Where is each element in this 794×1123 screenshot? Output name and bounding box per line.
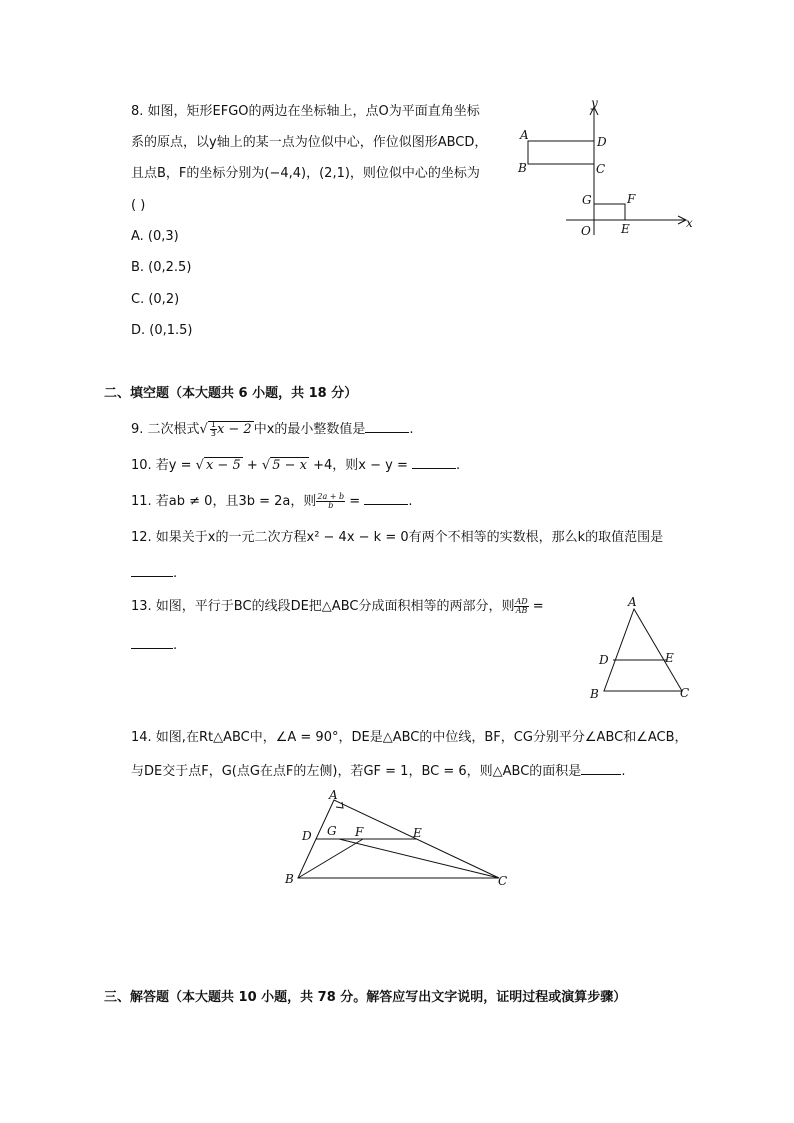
q14-line1: 14. 如图,在Rt△ABC中，∠A = 90°，DE是△ABC的中位线，BF，CG分别平分∠ABC和∠ACB， — [131, 730, 688, 745]
q8-label-f: F — [627, 192, 636, 206]
q11-pre: 11. 若ab ≠ 0，且3b = 2a，则 — [131, 494, 317, 509]
section2-title: 二、填空题（本大题共 6 小题，共 18 分） — [104, 386, 358, 401]
q9-frac-den: 3 — [210, 429, 216, 438]
q10-post: +4，则x − y = — [308, 458, 412, 473]
q9-fraction — [210, 421, 217, 438]
q8-label-e: E — [621, 222, 630, 236]
q8-line3: 且点B，F的坐标分别为(−4,4)，(2,1)，则位似中心的坐标为 — [131, 166, 480, 181]
q13-label-e: E — [665, 651, 674, 665]
q8-label-c: C — [596, 162, 606, 176]
q11-answer-blank[interactable] — [364, 492, 408, 505]
q8-label-b: B — [518, 161, 527, 175]
q8-label-x: x — [686, 216, 693, 230]
sqrt-sign: √ — [195, 458, 204, 473]
q13-label-b: B — [590, 687, 599, 701]
q11-end: . — [408, 494, 413, 509]
q9-pre: 9. 二次根式 — [131, 422, 200, 437]
q14-label-g: G — [327, 824, 337, 838]
q14-label-b: B — [285, 872, 294, 886]
q8-label-g: G — [582, 193, 592, 207]
q11-fraction — [316, 493, 345, 510]
q12-line1: 12. 如果关于x的一元二次方程x² − 4x − k = 0有两个不相等的实数根，那么k的取值范围是 — [131, 530, 664, 545]
q8-coordinate-figure — [510, 95, 700, 245]
q13-label-c: C — [680, 686, 690, 700]
q9-post: 中x的最小整数值是 — [253, 422, 366, 437]
q8-line1: 8. 如图，矩形EFGO的两边在坐标轴上，点O为平面直角坐标 — [131, 104, 480, 119]
q11-frac-den: b — [328, 501, 334, 510]
q10-pre: 10. 若y = — [131, 458, 196, 473]
q9-answer-blank[interactable] — [365, 420, 409, 433]
sqrt-sign: √ — [261, 458, 271, 473]
q14-label-a: A — [329, 788, 338, 802]
q13-answer-blank[interactable] — [131, 636, 173, 649]
q8-line2: 系的原点，以y轴上的某一点为位似中心，作位似图形ABCD， — [131, 135, 488, 150]
q13-label-d: D — [599, 653, 609, 667]
q14-line2-text: 与DE交于点F，G(点G在点F的左侧)，若GF = 1，BC = 6，则△ABC的面积是 — [131, 764, 582, 779]
q8-option-c: C. (0,2) — [131, 292, 180, 307]
q14-label-d: D — [302, 829, 312, 843]
q13-end: . — [173, 638, 178, 653]
q10-end: . — [455, 458, 461, 473]
q13-fraction — [514, 598, 528, 615]
q8-label-a: A — [520, 128, 529, 142]
q13-triangle-figure — [583, 590, 698, 705]
q9-end: . — [409, 422, 414, 437]
q8-label-d: D — [597, 135, 607, 149]
q8-option-b: B. (0,2.5) — [131, 260, 192, 275]
q10-radicand-2: 5 − x — [272, 458, 307, 473]
q10-answer-blank[interactable] — [412, 456, 456, 469]
q8-label-y: y — [591, 96, 598, 110]
q9-rad: x − 2 — [216, 422, 252, 437]
q8-option-d: D. (0,1.5) — [131, 323, 193, 338]
q8-paren: ( ) — [131, 198, 146, 213]
q13-line1 — [131, 598, 544, 615]
q14-label-e: E — [413, 826, 422, 840]
q13-frac-num: AD — [515, 597, 528, 606]
q13-post: = — [528, 599, 544, 614]
q8-option-a: A. (0,3) — [131, 229, 179, 244]
q10 — [131, 456, 460, 474]
q11-post: = — [345, 494, 365, 509]
q9-frac-num: 1 — [210, 420, 216, 429]
q13-frac-den: AB — [515, 606, 528, 615]
q13-pre: 13. 如图，平行于BC的线段DE把△ABC分成面积相等的两部分，则 — [131, 599, 515, 614]
q12-line2 — [131, 564, 177, 582]
q14-label-c: C — [498, 874, 508, 888]
q14-label-f: F — [355, 825, 364, 839]
q14-end: . — [621, 764, 626, 779]
q10-plus: + — [242, 458, 262, 473]
q13-label-a: A — [628, 595, 637, 609]
q14-answer-blank[interactable] — [581, 762, 621, 775]
q14-triangle-figure — [280, 785, 520, 895]
q9-radicand — [208, 421, 254, 437]
q8-label-o: O — [581, 224, 591, 238]
q9 — [131, 420, 414, 438]
q12-end: . — [173, 566, 178, 581]
q11-frac-num: 2a + b — [317, 492, 345, 501]
q13-line2 — [131, 636, 177, 654]
q14-line2 — [131, 762, 625, 780]
q10-radicand-1: x − 5 — [205, 458, 241, 473]
sqrt-sign: √ — [199, 422, 208, 437]
section3-title: 三、解答题（本大题共 10 小题，共 78 分。解答应写出文字说明，证明过程或演算步骤） — [104, 990, 627, 1005]
q12-answer-blank[interactable] — [131, 564, 173, 577]
q11 — [131, 492, 412, 510]
